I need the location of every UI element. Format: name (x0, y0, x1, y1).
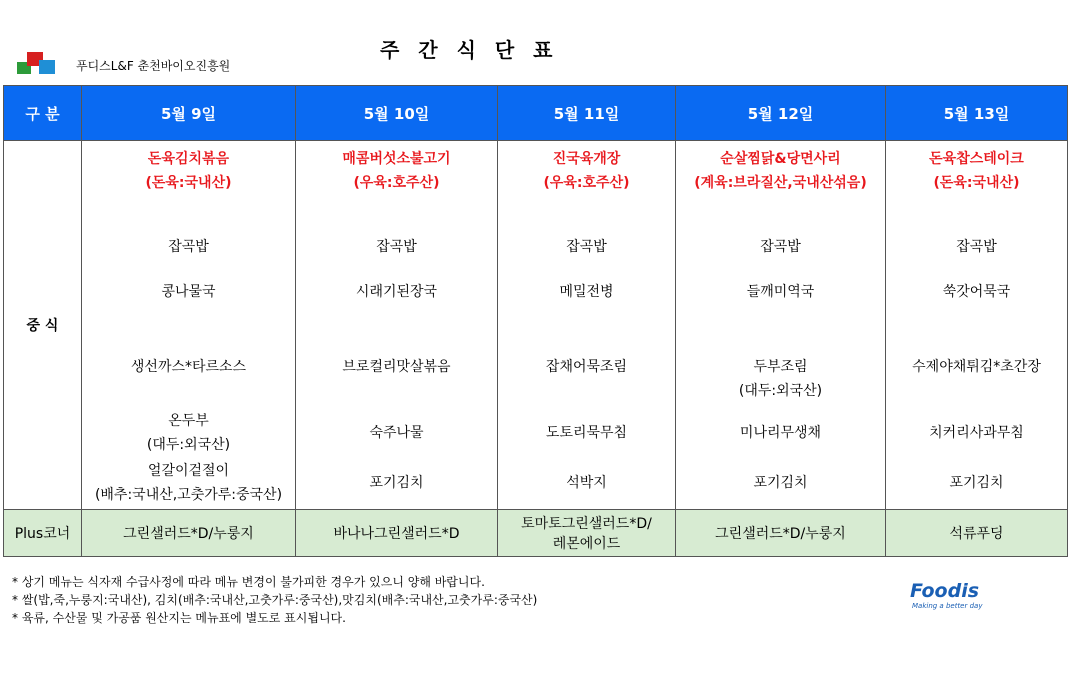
plus-corner-row (4, 510, 1068, 557)
main-dish-origin: (우육:호주산) (543, 175, 630, 191)
plus-item: 토마토그린샐러드*D/ (521, 516, 652, 532)
footnote: * 육류, 수산물 및 가공품 원산지는 메뉴표에 별도로 표시됩니다. (12, 611, 346, 625)
footnote: * 쌀(밥,죽,누룽지:국내산), 김치(배추:국내산,고춧가루:중국산),맛김치(배추:국내산,고춧가루:중국산) (12, 593, 538, 607)
rice: 잡곡밥 (376, 239, 417, 255)
plus-cell (886, 510, 1068, 557)
brand-tagline: Making a better day (912, 602, 983, 610)
footnotes (12, 573, 537, 627)
plus-item: 레몬에이드 (552, 536, 621, 552)
day-header: 5월 11일 (498, 86, 676, 141)
day-header: 5월 12일 (676, 86, 886, 141)
side-dish: 미나리무생채 (739, 425, 822, 441)
main-dish: 매콤버섯소불고기 (342, 151, 451, 167)
side-dish: 도토리묵무침 (545, 425, 628, 441)
company-logo-icon (15, 50, 57, 76)
plus-item: 그린샐러드*D/누룽지 (715, 526, 846, 542)
rice: 잡곡밥 (566, 239, 607, 255)
side-dish: 잡채어묵조림 (545, 359, 628, 375)
side-dish: 수제야채튀김*초간장 (912, 359, 1041, 375)
main-dish: 진국육개장 (552, 151, 621, 167)
soup: 쑥갓어묵국 (942, 284, 1011, 300)
soup: 들깨미역국 (746, 284, 815, 300)
plus-cell (296, 510, 498, 557)
side-dish: 두부조림 (753, 359, 808, 375)
plus-cell (82, 510, 296, 557)
main-dish: 돈육김치볶음 (147, 151, 230, 167)
side-dish: 생선까스*타르소스 (130, 359, 247, 375)
main-dish-origin: (돈육:국내산) (145, 175, 232, 191)
plus-cell (676, 510, 886, 557)
side-dish: 석박지 (566, 475, 607, 491)
side-dish: 포기김치 (949, 475, 1004, 491)
side-dish: 온두부 (168, 413, 209, 429)
day-header: 5월 9일 (82, 86, 296, 141)
lunch-row (4, 141, 1068, 510)
main-dish-origin: (돈육:국내산) (933, 175, 1020, 191)
footnote: * 상기 메뉴는 식자재 수급사정에 따라 메뉴 변경이 불가피한 경우가 있으니 양해 바랍니다. (12, 575, 485, 589)
side-dish: 치커리사과무침 (929, 425, 1024, 441)
main-dish-origin: (계육:브라질산,국내산섞음) (694, 175, 867, 191)
side-dish-origin: (대두:외국산) (146, 437, 231, 453)
lunch-cell (296, 141, 498, 510)
lunch-cell (498, 141, 676, 510)
lunch-cell (886, 141, 1068, 510)
main-dish-origin: (우육:호주산) (353, 175, 440, 191)
side-dish: 숙주나물 (369, 425, 424, 441)
day-header: 5월 13일 (886, 86, 1068, 141)
side-dish-origin: (대두:외국산) (738, 383, 823, 399)
plus-item: 그린샐러드*D/누룽지 (123, 526, 254, 542)
side-dish: 포기김치 (369, 475, 424, 491)
plus-item: 바나나그린샐러드*D (333, 526, 460, 542)
plus-corner-label: Plus코너 (4, 510, 82, 557)
foodis-logo (910, 580, 982, 610)
soup: 콩나물국 (161, 284, 216, 300)
main-dish: 돈육찹스테이크 (929, 151, 1024, 167)
page-title: 주 간 식 단 표 (380, 38, 559, 62)
rice: 잡곡밥 (168, 239, 209, 255)
day-header: 5월 10일 (296, 86, 498, 141)
soup: 시래기된장국 (355, 284, 438, 300)
brand-name: Foodis (910, 580, 980, 602)
company-name: 푸디스L&F 춘천바이오진흥원 (76, 59, 231, 73)
lunch-cell (676, 141, 886, 510)
side-dish: 얼갈이겉절이 (147, 463, 230, 479)
plus-cell (498, 510, 676, 557)
side-dish-origin: (배추:국내산,고춧가루:중국산) (94, 487, 283, 503)
lunch-cell (82, 141, 296, 510)
weekly-menu-table (3, 85, 1068, 557)
rice: 잡곡밥 (956, 239, 997, 255)
rice: 잡곡밥 (760, 239, 801, 255)
plus-item: 석류푸딩 (949, 526, 1004, 542)
lunch-label: 중 식 (4, 141, 82, 510)
side-dish: 브로컬리맛살볶음 (342, 359, 451, 375)
soup: 메밀전병 (559, 284, 614, 300)
main-dish: 순살찜닭&당면사리 (720, 151, 841, 167)
corner-header: 구 분 (4, 86, 82, 141)
table-header-row (4, 86, 1068, 141)
side-dish: 포기김치 (753, 475, 808, 491)
